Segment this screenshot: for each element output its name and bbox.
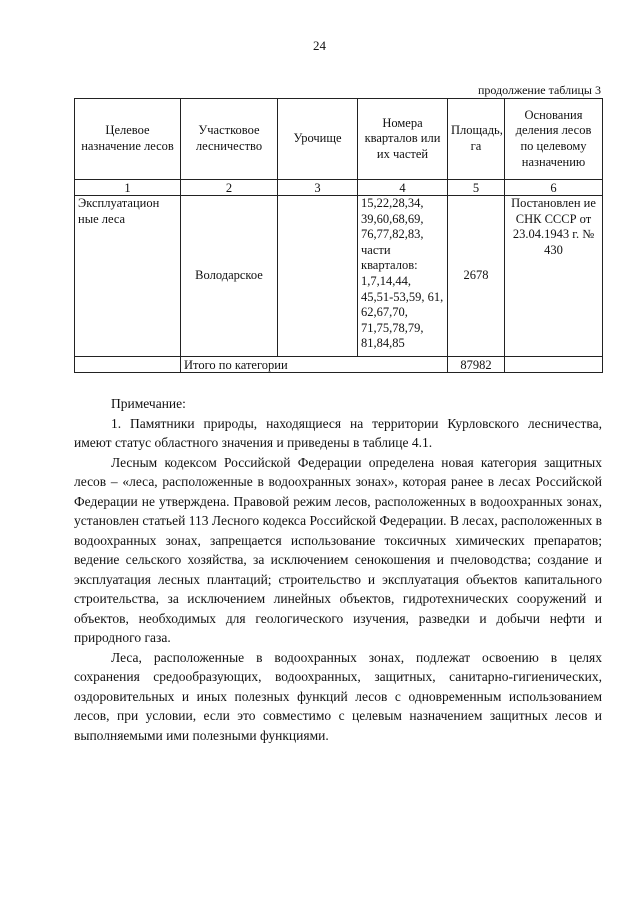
table-header-row (75, 99, 603, 180)
notes-paragraph: 1. Памятники природы, находящиеся на территории Курловского лесничества, имеют статус областного значения и приведены в таблице 4.1. (74, 415, 602, 450)
header-cell: Целевое назначение лесов (75, 99, 181, 180)
column-number: 6 (505, 180, 603, 196)
notes-title: Примечание: (111, 396, 186, 411)
column-number-row (75, 180, 603, 196)
column-number: 3 (278, 180, 358, 196)
area-cell: 2678 (448, 196, 505, 357)
table-row (75, 196, 603, 357)
basis-cell: Постановлен ие СНК СССР от 23.04.1943 г. № 430 (505, 196, 603, 357)
total-area: 87982 (448, 357, 505, 373)
tract-cell (278, 196, 358, 357)
header-cell: Площадь, га (448, 99, 505, 180)
notes-paragraph: Леса, расположенные в водоохранных зонах, подлежат освоению в целях сохранения средообразующих, водоохранных, защитных, санитарно-гигиенических, оздоровительных и иных полезных функций лесов с одновременным использованием лесов, при условии, если это совместимо с целевым назначением защитных лесов и выполняемыми ими полезными функциями. (74, 649, 602, 743)
total-row (75, 357, 603, 373)
column-number: 1 (75, 180, 181, 196)
header-cell: Основания деления лесов по целевому назначению (505, 99, 603, 180)
quarters-cell: 15,22,28,34, 39,60,68,69, 76,77,82,83, части кварталов: 1,7,14,44, 45,51-53,59, 61, 62,67,70, 71,75,78,79, 81,84,85 (358, 196, 448, 357)
forestry-cell: Володарское (181, 196, 278, 357)
header-cell: Урочище (278, 99, 358, 180)
notes-paragraph: Лесным кодексом Российской Федерации определена новая категория защитных лесов – «леса, расположенные в водоохранных зонах», которая ранее в лесах Российской Федерации не утверждена. Правовой режим лесов, расположенных в водоохранных зонах, установлен статьей 113 Лесного кодекса Российской Федерации. В лесах, расположенных в водоохранных зонах, запрещается использование токсичных химических препаратов; ведение сельского хозяйства, за исключением сенокошения и пчеловодства; создание и эксплуатация лесных плантаций; строительство и эксплуатация объектов капитального строительства, за исключением линейных объектов, гидротехнических сооружений и объектов, необходимых для геологического изучения, разведки и добычи нефти и природного газа. (74, 454, 602, 645)
column-number: 5 (448, 180, 505, 196)
purpose-cell: Эксплуатацион ные леса (75, 196, 181, 357)
total-empty-cell (505, 357, 603, 373)
notes-section (74, 394, 602, 745)
total-label: Итого по категории (181, 357, 448, 373)
page-number: 24 (313, 38, 326, 53)
forest-purpose-table (74, 98, 603, 373)
total-empty-cell (75, 357, 181, 373)
header-cell: Участковое лесничество (181, 99, 278, 180)
column-number: 4 (358, 180, 448, 196)
header-cell: Номера кварталов или их частей (358, 99, 448, 180)
column-number: 2 (181, 180, 278, 196)
table-continuation-label: продолжение таблицы 3 (477, 83, 601, 97)
